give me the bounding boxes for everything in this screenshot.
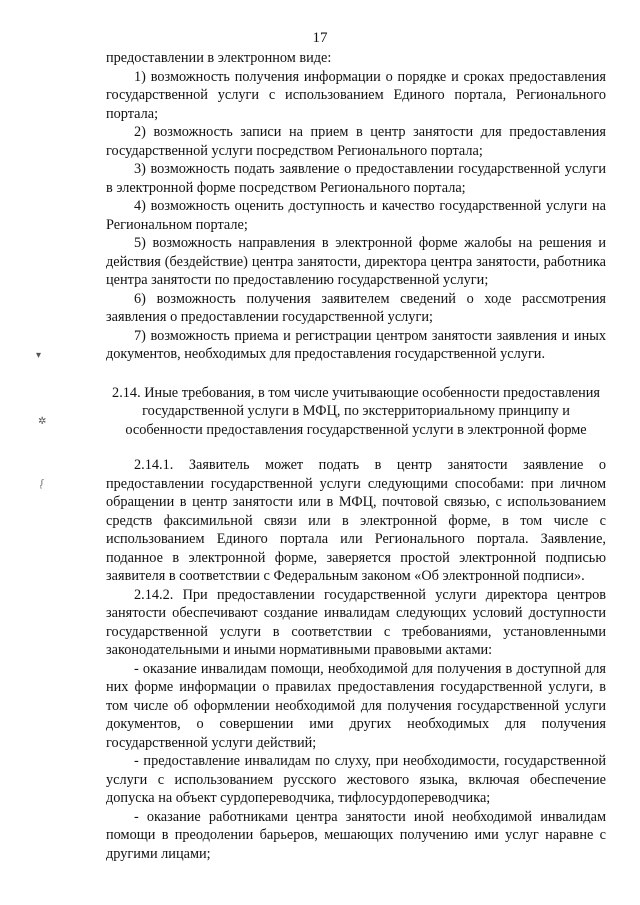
- list-item: 7) возможность приема и регистрации центром занятости заявления и иных документов, необходимых для предоставления государственной услуги.: [106, 327, 606, 362]
- list-item: - оказание инвалидам помощи, необходимой для получения в доступной для них форме информации о правилах предоставления государственной услуги, в том числе об оформлении необходимой для получения государственной услуги документов, о совершении ими других необходимых для получения государственной услуги действий;: [106, 660, 606, 751]
- document-body: [106, 49, 606, 863]
- margin-mark: ▾: [36, 350, 42, 361]
- paragraph: предоставлении в электронном виде:: [106, 50, 332, 66]
- margin-mark: ✲: [38, 416, 47, 427]
- list-item: 2) возможность записи на прием в центр занятости для предоставления государственной услуги посредством Регионального портала;: [106, 124, 606, 159]
- list-item: - предоставление инвалидам по слуху, при необходимости, государственной услуги с использованием русского жестового языка, включая обеспечение допуска на объект сурдопереводчика, тифлосурдопереводчика;: [106, 753, 606, 806]
- list-item: 6) возможность получения заявителем сведений о ходе рассмотрения заявления о предоставлении государственной услуги;: [106, 290, 606, 325]
- page-number: 17: [312, 30, 328, 46]
- list-item: 4) возможность оценить доступность и качество государственной услуги на Региональном портале;: [106, 198, 606, 233]
- list-item: 3) возможность подать заявление о предоставлении государственной услуги в электронной форме посредством Регионального портала;: [106, 161, 606, 196]
- section-heading: 2.14. Иные требования, в том числе учитывающие особенности предоставления государственной услуги в МФЦ, по экстерриториальному принципу и особенности предоставления государственной услуги в электронной форме: [112, 384, 600, 438]
- paragraph: 2.14.1. Заявитель может подать в центр занятости заявление о предоставлении государственной услуги следующими способами: при личном обращении в центр занятости или в МФЦ, почтовой связью, с использованием средств факсимильной связи или в электронной форме, в том числе с использованием Единого портала или Регионального портала. Заявление, поданное в электронной форме, заверяется простой электронной подписью заявителя в соответствии с Федеральным законом «Об электронной подписи».: [106, 457, 606, 584]
- paragraph: 2.14.2. При предоставлении государственной услуги директора центров занятости обеспечивают создание инвалидам следующих условий доступности государственной услуги в соответствии с требованиями, установленными законодательными и иными нормативными правовыми актами:: [106, 586, 606, 658]
- list-item: 1) возможность получения информации о порядке и сроках предоставления государственной услуги с использованием Единого портала, Регионального портала;: [106, 68, 606, 122]
- list-item: - оказание работниками центра занятости иной необходимой инвалидам помощи в преодолении барьеров, мешающих получению ими услуг наравне с другими лицами;: [106, 808, 606, 862]
- list-item: 5) возможность направления в электронной форме жалобы на решения и действия (бездействие) центра занятости, директора центра занятости, работника центра занятости по предоставлению государственной услуги;: [106, 235, 606, 288]
- margin-mark: ᶘ: [40, 478, 45, 489]
